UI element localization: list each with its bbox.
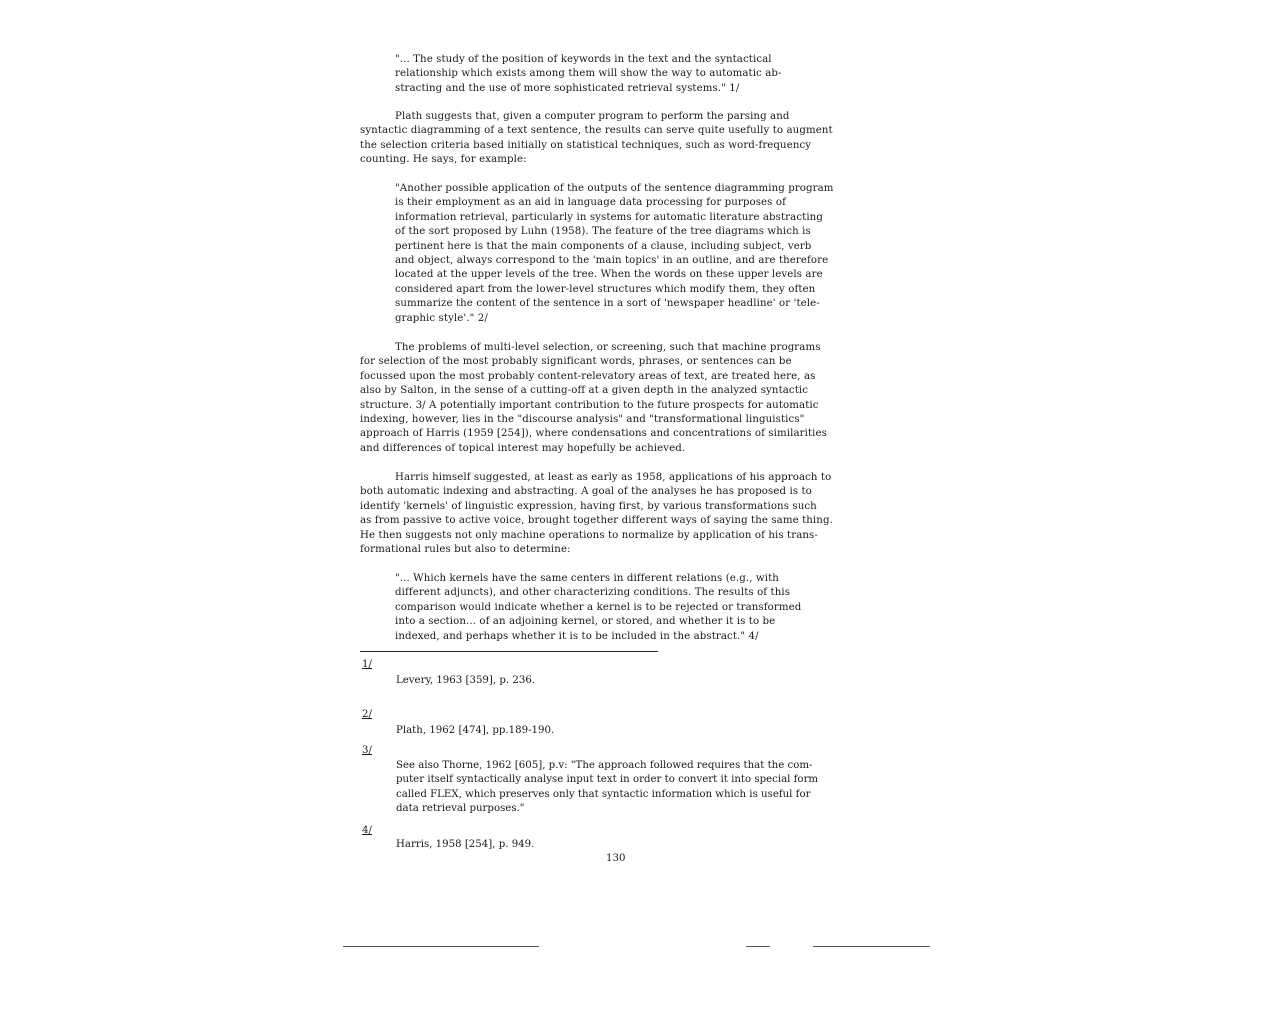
text-line: different adjuncts), and other characterizing conditions. The results of this: [395, 587, 791, 599]
text-line: The problems of multi-level selection, or screening, such that machine programs: [395, 342, 821, 353]
text-line: syntactic diagramming of a text sentence, the results can serve quite usefully to augment: [360, 125, 833, 137]
text-line: and object, always correspond to the 'main topics' in an outline, and are therefore: [395, 255, 829, 267]
paragraph-harris: [360, 471, 870, 557]
text-line: is their employment as an aid in language data processing for purposes of: [395, 197, 786, 209]
text-line: both automatic indexing and abstracting. A goal of the analyses he has proposed is to: [360, 486, 812, 498]
text-line: indexed, and perhaps whether it is to be included in the abstract." 4/: [395, 630, 759, 642]
text-line: identify 'kernels' of linguistic expression, having first, by various transformations such: [360, 500, 817, 512]
text-line: Plath suggests that, given a computer program to perform the parsing and: [395, 111, 790, 122]
text-line: for selection of the most probably significant words, phrases, or sentences can be: [360, 356, 792, 368]
text-line: focussed upon the most probably content-relevatory areas of text, are treated here, as: [360, 370, 816, 382]
text-line: as from passive to active voice, brought together different ways of saying the same thing.: [360, 515, 833, 527]
text-line: of the sort proposed by Luhn (1958). The feature of the tree diagrams which is: [395, 226, 811, 238]
plath-quote: [395, 182, 865, 326]
text-line: located at the upper levels of the tree. When the words on these upper levels are: [395, 269, 823, 281]
text-line: information retrieval, particularly in systems for automatic literature abstracting: [395, 211, 823, 223]
footnote-text: data retrieval purposes.": [396, 803, 525, 815]
harris-quote: [395, 572, 865, 644]
footnote-mark: 2/: [362, 709, 372, 720]
text-line: indexing, however, lies in the "discourse analysis" and "transformational linguistics": [360, 414, 805, 426]
text-line: considered apart from the lower-level structures which modify them, they often: [395, 283, 816, 295]
footnote-4: [396, 838, 534, 852]
text-line: "... The study of the position of keywords in the text and the syntactical: [395, 54, 772, 65]
text-line: into a section... of an adjoining kernel, or stored, and whether it is to be: [395, 616, 776, 628]
footnote-text: See also Thorne, 1962 [605], p.v: "The approach followed requires that the com-: [396, 760, 813, 771]
footnote-text: Plath, 1962 [474], pp.189-190.: [396, 725, 555, 736]
text-line: counting. He says, for example:: [360, 154, 527, 166]
text-line: formational rules but also to determine:: [360, 544, 571, 556]
text-line: the selection criteria based initially on statistical techniques, such as word-frequency: [360, 139, 812, 151]
footnote-text: puter itself syntactically analyse input text in order to convert it into special form: [396, 774, 819, 786]
footnote-mark: 1/: [362, 659, 372, 670]
paragraph-plath: [360, 110, 870, 168]
text-line: "Another possible application of the outputs of the sentence diagramming program: [395, 183, 834, 194]
text-line: summarize the content of the sentence in a sort of 'newspaper headline' or 'tele-: [395, 298, 820, 310]
footnote-1: [396, 674, 535, 688]
footnote-text: called FLEX, which preserves only that syntactic information which is useful for: [396, 788, 811, 800]
footnote-3: [396, 759, 818, 817]
footnote-2: [396, 724, 554, 738]
text-line: also by Salton, in the sense of a cutting-off at a given depth in the analyzed syntactic: [360, 385, 809, 397]
footnote-divider: [360, 651, 658, 652]
footnote-mark: 4/: [362, 825, 372, 836]
text-line: and differences of topical interest may hopefully be achieved.: [360, 442, 686, 454]
text-line: He then suggests not only machine operations to normalize by application of his trans-: [360, 529, 818, 541]
footnote-text: Levery, 1963 [359], p. 236.: [396, 675, 536, 686]
footnote-mark: 3/: [362, 745, 372, 756]
scan-line: [813, 946, 930, 947]
text-line: "... Which kernels have the same centers in different relations (e.g., with: [395, 573, 779, 584]
text-line: pertinent here is that the main components of a clause, including subject, verb: [395, 240, 812, 252]
text-line: approach of Harris (1959 [254]), where condensations and concentrations of similarities: [360, 428, 827, 440]
scan-line: [746, 946, 770, 947]
text-line: structure. 3/ A potentially important contribution to the future prospects for automatic: [360, 399, 819, 411]
scan-line: [343, 946, 539, 947]
footnote-text: Harris, 1958 [254], p. 949.: [396, 839, 535, 850]
text-line: comparison would indicate whether a kernel is to be rejected or transformed: [395, 601, 802, 613]
text-line: stracting and the use of more sophisticated retrieval systems." 1/: [395, 82, 740, 94]
paragraph-multilevel: [360, 341, 870, 456]
text-line: relationship which exists among them will show the way to automatic ab-: [395, 68, 782, 80]
opening-quote: [395, 53, 865, 96]
page-number: 130: [606, 853, 626, 864]
text-line: graphic style'." 2/: [395, 312, 488, 324]
text-line: Harris himself suggested, at least as early as 1958, applications of his approach to: [395, 472, 832, 483]
